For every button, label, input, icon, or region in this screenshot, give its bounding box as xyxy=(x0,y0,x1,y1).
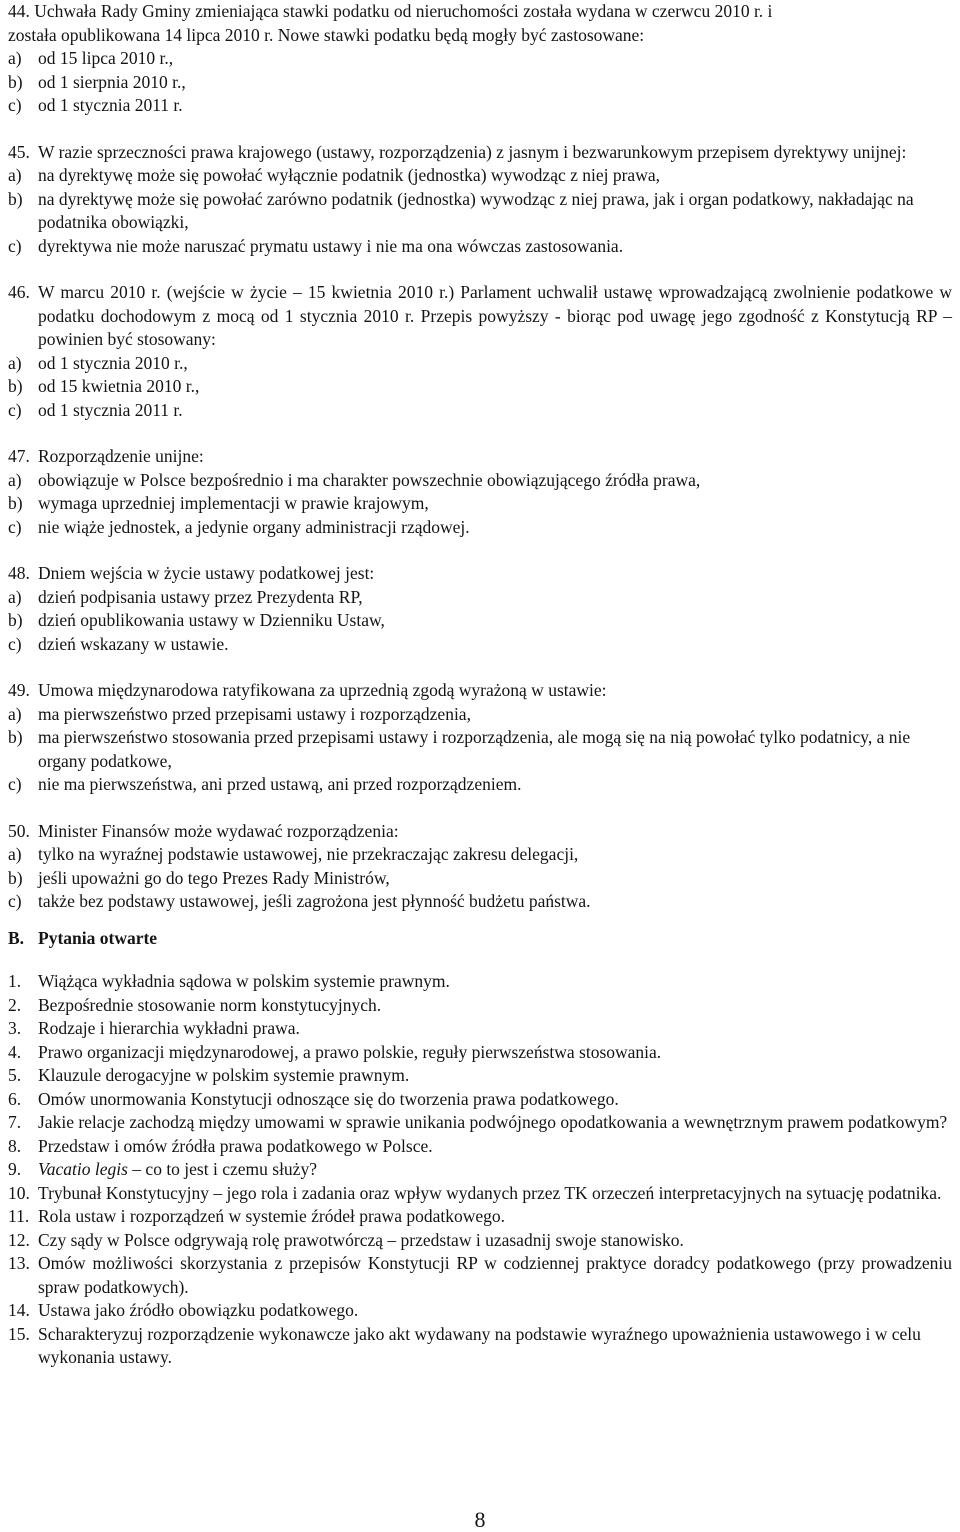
list-item: 1. Wiążąca wykładnia sądowa w polskim systemie prawnym. xyxy=(8,971,450,991)
list-item: 9. Vacatio legis – co to jest i czemu służy? xyxy=(8,1159,317,1179)
question-45-option-c: c) dyrektywa nie może naruszać prymatu ustawy i nie ma ona wówczas zastosowania. xyxy=(8,235,624,256)
question-47 xyxy=(8,445,952,539)
question-46-option-a: a) od 1 stycznia 2010 r., xyxy=(8,352,188,373)
page-number: 8 xyxy=(474,1507,486,1532)
question-47-text: 47. Rozporządzenie unijne: xyxy=(8,446,204,466)
list-item: 3. Rodzaje i hierarchia wykładni prawa. xyxy=(8,1018,300,1038)
list-item: 8. Przedstaw i omów źródła prawa podatkowego w Polsce. xyxy=(8,1135,433,1156)
question-49-option-a: a) ma pierwszeństwo przed przepisami ustawy i rozporządzenia, xyxy=(8,703,471,724)
question-44-option-a: a) od 15 lipca 2010 r., xyxy=(8,48,174,68)
list-item: 15. Scharakteryzuj rozporządzenie wykonawcze jako akt wydawany na podstawie wyraźnego upoważnienia ustawowego i w celu wykonania ustawy. xyxy=(8,1323,921,1367)
question-44-line-1: 44. Uchwała Rady Gminy zmieniająca stawki podatku od nieruchomości została wydana w czerwcu 2010 r. i xyxy=(8,1,773,21)
question-46-option-b: b) od 15 kwietnia 2010 r., xyxy=(8,376,200,396)
question-44-line-2: została opublikowana 14 lipca 2010 r. Nowe stawki podatku będą mogły być zastosowane: xyxy=(8,24,645,45)
section-b-letter: B. xyxy=(8,927,25,948)
question-46-option-c: c) od 1 stycznia 2011 r. xyxy=(8,399,183,420)
question-50-text: 50. Minister Finansów może wydawać rozporządzenia: xyxy=(8,820,399,841)
open-questions-list xyxy=(8,970,952,1370)
question-48-option-a: a) dzień podpisania ustawy przez Prezydenta RP, xyxy=(8,586,363,607)
list-item: 11. Rola ustaw i rozporządzeń w systemie źródeł prawa podatkowego. xyxy=(8,1206,505,1226)
question-45-option-a: a) na dyrektywę może się powołać wyłącznie podatnik (jednostka) wywodząc z niej prawa, xyxy=(8,165,660,185)
question-49-option-c: c) nie ma pierwszeństwa, ani przed ustawą, ani przed rozporządzeniem. xyxy=(8,774,522,794)
document-page xyxy=(8,0,952,1532)
section-b-heading xyxy=(8,927,952,951)
list-item: 2. Bezpośrednie stosowanie norm konstytucyjnych. xyxy=(8,994,382,1015)
question-45-text: 45. W razie sprzeczności prawa krajowego (ustawy, rozporządzenia) z jasnym i bezwarunkowym przepisem dyrektywy unijnej: xyxy=(8,141,907,162)
question-44 xyxy=(8,0,952,118)
question-48 xyxy=(8,562,952,656)
question-49-text: 49. Umowa międzynarodowa ratyfikowana za uprzednią zgodą wyrażoną w ustawie: xyxy=(8,680,607,700)
list-item: 4. Prawo organizacji międzynarodowej, a prawo polskie, reguły pierwszeństwa stosowania. xyxy=(8,1041,662,1062)
list-item: 10. Trybunał Konstytucyjny – jego rola i zadania oraz wpływ wydanych przez TK orzeczeń interpretacyjnych na sytuację podatnika. xyxy=(8,1182,942,1203)
question-50 xyxy=(8,820,952,914)
section-b-title: Pytania otwarte xyxy=(38,927,158,948)
question-48-text: 48. Dniem wejścia w życie ustawy podatkowej jest: xyxy=(8,563,375,583)
question-47-option-a: a) obowiązuje w Polsce bezpośrednio i ma charakter powszechnie obowiązującego źródła prawa, xyxy=(8,469,701,490)
question-45 xyxy=(8,141,952,259)
list-item: 6. Omów unormowania Konstytucji odnoszące się do tworzenia prawa podatkowego. xyxy=(8,1088,619,1109)
question-50-option-b: b) jeśli upoważni go do tego Prezes Rady Ministrów, xyxy=(8,867,390,888)
list-item: 5. Klauzule derogacyjne w polskim systemie prawnym. xyxy=(8,1065,410,1085)
question-45-option-b: b) na dyrektywę może się powołać zarówno podatnik (jednostka) wywodząc z niej prawa, jak i organ podatkowy, nakładając na podatnika obowiązki, xyxy=(8,188,914,232)
list-item: 12. Czy sądy w Polsce odgrywają rolę prawotwórczą – przedstaw i uzasadnij swoje stanowisko. xyxy=(8,1229,684,1250)
question-44-option-b: b) od 1 sierpnia 2010 r., xyxy=(8,71,186,92)
question-44-option-c: c) od 1 stycznia 2011 r. xyxy=(8,95,183,115)
question-47-option-b: b) wymaga uprzedniej implementacji w prawie krajowym, xyxy=(8,493,429,513)
question-46 xyxy=(8,281,952,422)
question-48-option-b: b) dzień opublikowania ustawy w Dzienniku Ustaw, xyxy=(8,610,385,630)
question-49-option-b: b) ma pierwszeństwo stosowania przed przepisami ustawy i rozporządzenia, ale mogą się na nią powołać tylko podatnicy, a nie organy podatkowe, xyxy=(8,727,911,771)
list-item: 13. Omów możliwości skorzystania z przepisów Konstytucji RP w codziennej praktyce doradcy podatkowego (przy prowadzeniu spraw podatkowych). xyxy=(8,1253,952,1297)
question-47-option-c: c) nie wiąże jednostek, a jedynie organy administracji rządowej. xyxy=(8,516,470,537)
list-item: 14. Ustawa jako źródło obowiązku podatkowego. xyxy=(8,1300,359,1320)
question-48-option-c: c) dzień wskazany w ustawie. xyxy=(8,633,229,654)
list-item: 7. Jakie relacje zachodzą między umowami w sprawie unikania podwójnego opodatkowania a wewnętrznym prawem podatkowym? xyxy=(8,1112,948,1132)
question-49 xyxy=(8,679,952,797)
question-46-text: 46. W marcu 2010 r. (wejście w życie – 15 kwietnia 2010 r.) Parlament uchwalił ustawę wprowadzającą zwolnienie podatkowe w podatku dochodowym z mocą od 1 stycznia 2010 r. Przepis powyższy - biorąc pod uwagę jego zgodność z Konstytucją RP – powinien być stosowany: xyxy=(8,282,952,349)
question-50-option-a: a) tylko na wyraźnej podstawie ustawowej, nie przekraczając zakresu delegacji, xyxy=(8,844,579,864)
question-50-option-c: c) także bez podstawy ustawowej, jeśli zagrożona jest płynność budżetu państwa. xyxy=(8,891,591,911)
